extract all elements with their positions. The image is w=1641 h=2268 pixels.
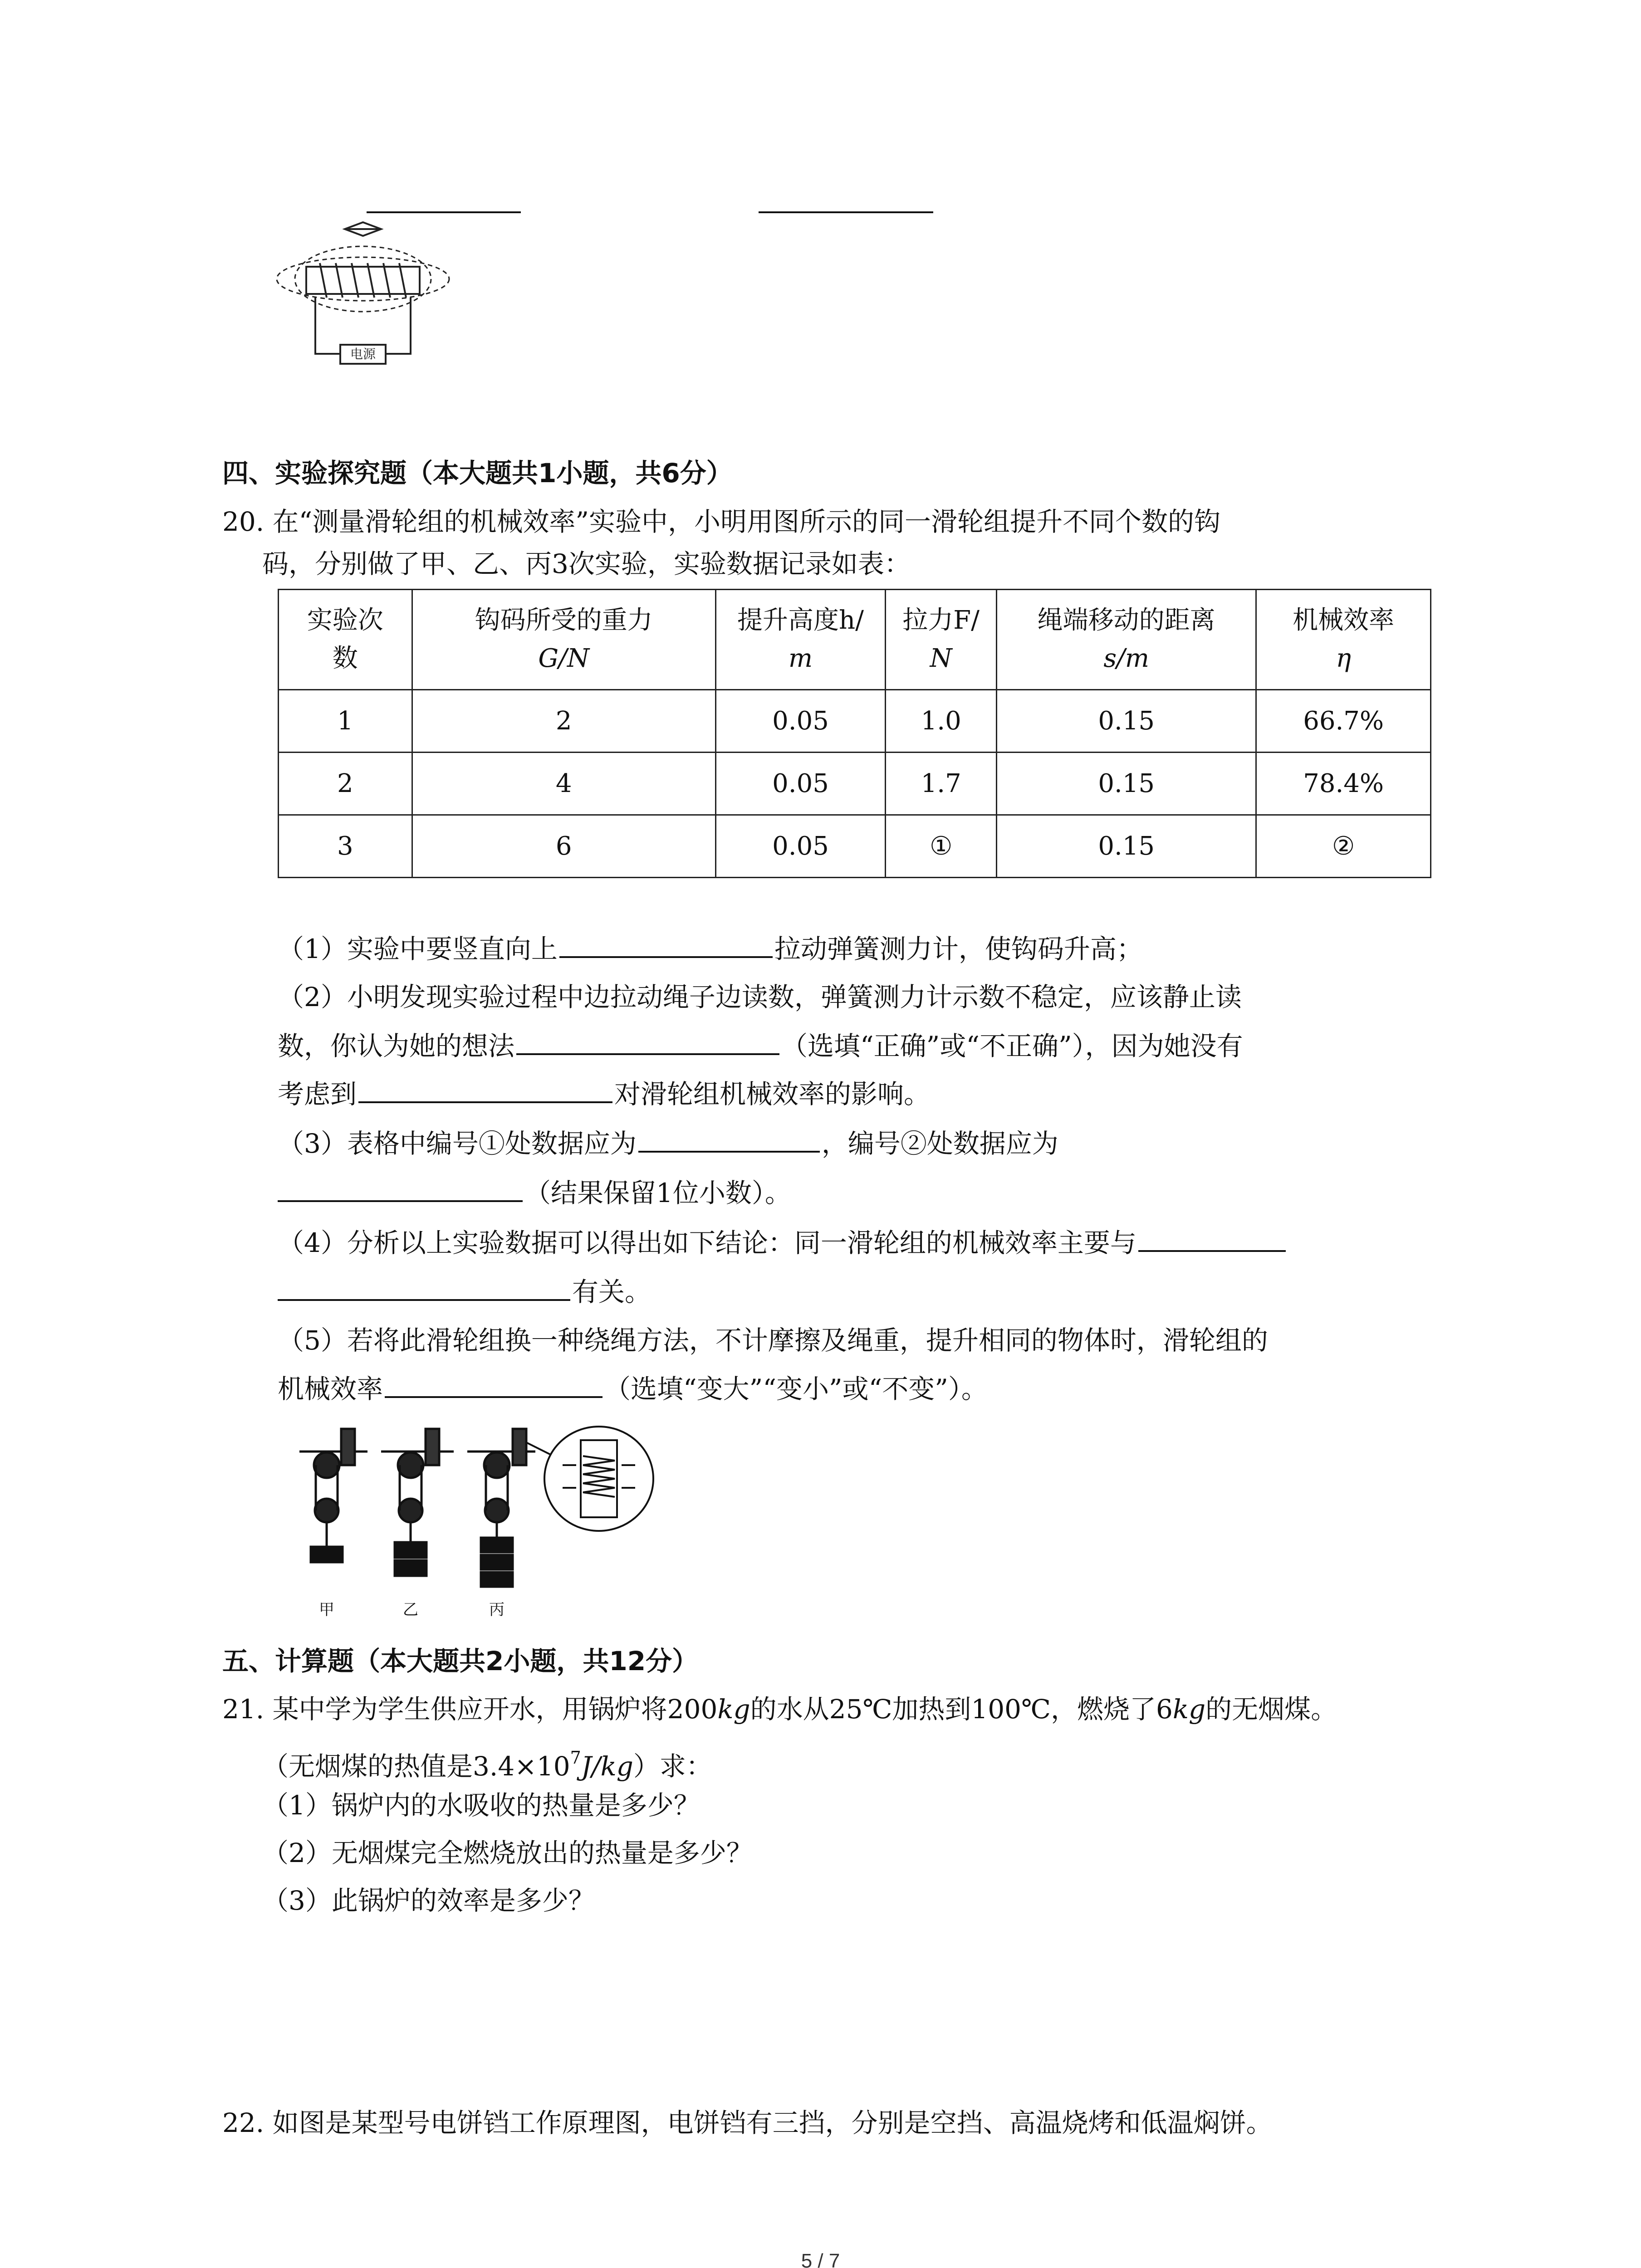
- table-cell: 0.15: [997, 815, 1256, 878]
- table-header-row: [279, 590, 1431, 690]
- table-cell: 2: [412, 690, 715, 753]
- table-cell: 4: [412, 753, 715, 815]
- question-text: 20. 在“测量滑轮组的机械效率”实验中，小明用图所示的同一滑轮组提升不同个数的钩: [222, 506, 1220, 537]
- figure-label-jia: 甲: [319, 1601, 334, 1619]
- answer-blank[interactable]: [638, 1125, 820, 1153]
- answer-blank[interactable]: [278, 1175, 523, 1202]
- table-row: [279, 815, 1431, 878]
- question-text: （无烟煤的热值是$3.4\times 10^7J/kg$）求：: [262, 1748, 712, 1782]
- table-cell: 0.05: [715, 753, 886, 815]
- sub-question-3-cont: （结果保留1位小数）。: [278, 1175, 791, 1211]
- sub-question-5: （5）若将此滑轮组换一种绕绳方法，不计摩擦及绳重，提升相同的物体时，滑轮组的: [278, 1325, 1268, 1356]
- table-cell: ②: [1256, 815, 1431, 878]
- table-cell: 0.15: [997, 753, 1256, 815]
- question-text: 21. 某中学为学生供应开水，用锅炉将200kg的水从25℃加热到100℃，燃烧了6kg的无烟煤。: [222, 1694, 1337, 1725]
- answer-blank[interactable]: [358, 1076, 612, 1103]
- spring-scale-magnifier: [526, 1427, 653, 1531]
- answer-blank[interactable]: [516, 1028, 779, 1055]
- answer-blank[interactable]: [385, 1371, 603, 1398]
- coil: [320, 263, 406, 298]
- table-header-cell: 提升高度h/ m: [715, 590, 886, 690]
- table-cell: 2: [279, 753, 412, 815]
- answer-blank[interactable]: [559, 931, 773, 958]
- answer-blank[interactable]: [1138, 1225, 1286, 1252]
- figure-label-bing: 丙: [489, 1601, 505, 1619]
- sub-question-4: （4）分析以上实验数据可以得出如下结论：同一滑轮组的机械效率主要与: [278, 1225, 1288, 1261]
- sub-question-3: （3）表格中编号①处数据应为 ，编号②处数据应为: [278, 1125, 1058, 1162]
- section-heading: 四、实验探究题（本大题共1小题，共6分）: [222, 458, 733, 489]
- sub-question-2-cont: 数，你认为她的想法 （选填“正确”或“不正确”），因为她没有: [278, 1028, 1243, 1064]
- figure-label-yi: 乙: [403, 1601, 418, 1619]
- sub-question-1: （1）实验中要竖直向上 拉动弹簧测力计，使钩码升高；: [278, 931, 1143, 967]
- table-header-cell: 拉力F/ N: [886, 590, 997, 690]
- table-cell: ①: [886, 815, 997, 878]
- table-header-cell: 绳端移动的距离 s/m: [997, 590, 1256, 690]
- table-header-cell: 机械效率 η: [1256, 590, 1431, 690]
- power-label: 电源: [350, 347, 376, 362]
- table-cell: 78.4%: [1256, 753, 1431, 815]
- table-cell: 0.15: [997, 690, 1256, 753]
- answer-blank-1[interactable]: [367, 211, 521, 213]
- section-heading: 五、计算题（本大题共2小题，共12分）: [222, 1646, 699, 1677]
- table-cell: 0.05: [715, 690, 886, 753]
- question-text: 22. 如图是某型号电饼铛工作原理图，电饼铛有三挡，分别是空挡、高温烧烤和低温焖饼。: [222, 2107, 1273, 2138]
- table-cell: 1.0: [886, 690, 997, 753]
- solenoid-figure: [272, 218, 467, 390]
- sub-question-3: （3）此锅炉的效率是多少？: [262, 1885, 595, 1916]
- table-cell: 1.7: [886, 753, 997, 815]
- sub-question-1: （1）锅炉内的水吸收的热量是多少？: [262, 1790, 700, 1821]
- sub-question-4-cont: 有关。: [278, 1274, 651, 1310]
- table-row: [279, 690, 1431, 753]
- table-cell: 1: [279, 690, 412, 753]
- sub-question-5-cont: 机械效率 （选填“变大”“变小”或“不变”）。: [278, 1371, 988, 1407]
- table-cell: 3: [279, 815, 412, 878]
- question-text: 码，分别做了甲、乙、丙3次实验，实验数据记录如表：: [262, 548, 911, 579]
- sub-question-2: （2）无烟煤完全燃烧放出的热量是多少？: [262, 1838, 753, 1868]
- table-cell: 66.7%: [1256, 690, 1431, 753]
- page-number: 5 / 7: [801, 2250, 840, 2268]
- pulley-setup-jia: [311, 1429, 355, 1562]
- answer-blank[interactable]: [278, 1274, 570, 1301]
- pulley-figure: [290, 1415, 662, 1633]
- sub-question-2: （2）小明发现实验过程中边拉动绳子边读数，弹簧测力计示数不稳定，应该静止读: [278, 982, 1242, 1012]
- table-header-cell: 钩码所受的重力 G/N: [412, 590, 715, 690]
- table-header-cell: 实验次 数: [279, 590, 412, 690]
- experiment-data-table: [278, 589, 1431, 878]
- table-cell: 6: [412, 815, 715, 878]
- table-cell: 0.05: [715, 815, 886, 878]
- sub-question-2-cont: 考虑到 对滑轮组机械效率的影响。: [278, 1076, 930, 1112]
- answer-blank-2[interactable]: [759, 211, 933, 213]
- table-row: [279, 753, 1431, 815]
